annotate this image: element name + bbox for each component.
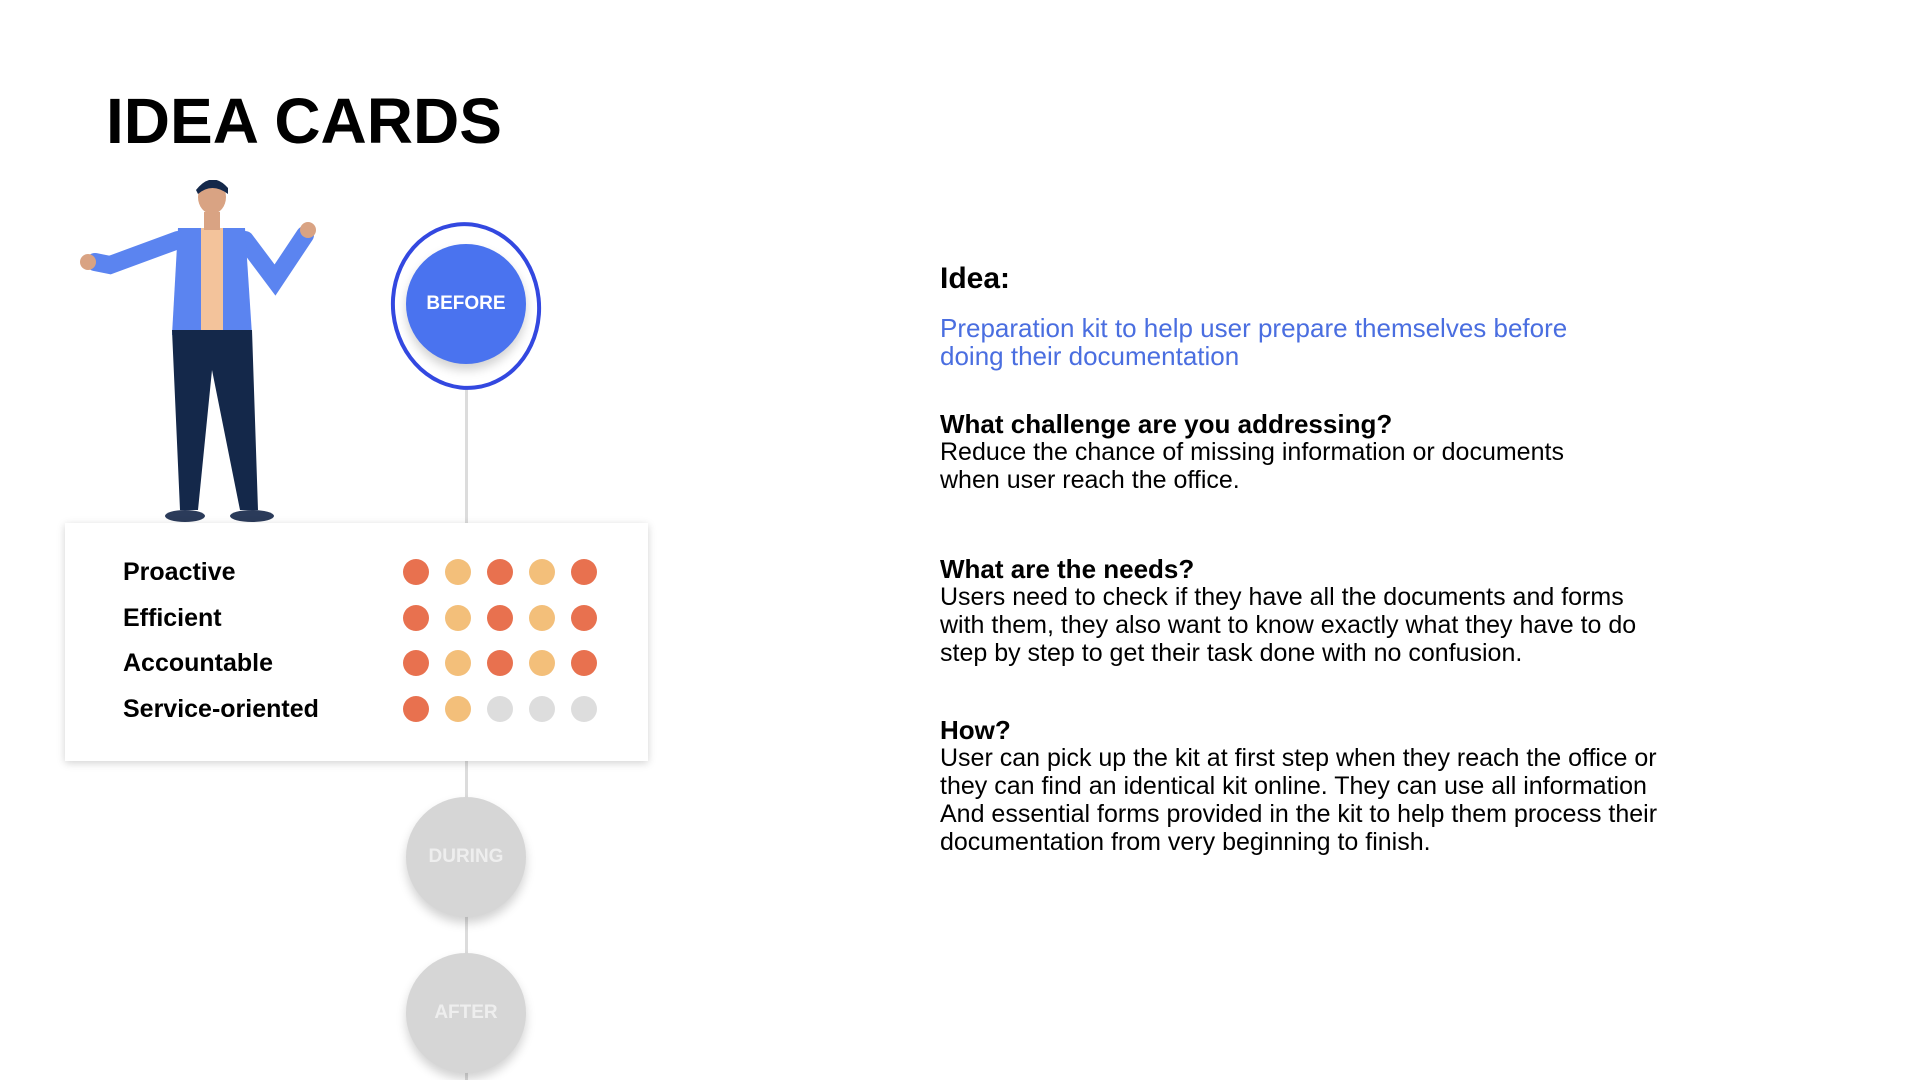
rating-label: Service-oriented <box>123 694 319 723</box>
rating-dot <box>445 696 471 722</box>
rating-card <box>65 523 648 761</box>
needs-line: step by step to get their task done with no confusion. <box>940 639 1523 667</box>
rating-dot <box>571 559 597 585</box>
person-illustration <box>70 180 330 530</box>
rating-dot <box>487 696 513 722</box>
needs-line: Users need to check if they have all the documents and forms <box>940 583 1624 611</box>
rating-dot <box>445 559 471 585</box>
rating-row <box>123 598 623 638</box>
rating-row <box>123 552 623 592</box>
stage-before-button[interactable]: BEFORE <box>406 244 526 364</box>
stage-after-button[interactable]: AFTER <box>406 953 526 1073</box>
how-line: User can pick up the kit at first step when they reach the office or <box>940 744 1657 772</box>
rating-dot <box>445 650 471 676</box>
rating-dot <box>403 559 429 585</box>
challenge-line: Reduce the chance of missing information or documents <box>940 438 1564 466</box>
idea-text <box>940 314 1620 370</box>
stage-during-button[interactable]: DURING <box>406 797 526 917</box>
how-line: documentation from very beginning to finish. <box>940 828 1431 856</box>
rating-row <box>123 689 623 729</box>
idea-line: doing their documentation <box>940 341 1240 371</box>
rating-label: Accountable <box>123 648 274 677</box>
needs-heading: What are the needs? <box>940 554 1195 584</box>
rating-dot <box>529 605 555 631</box>
challenge-line: when user reach the office. <box>940 466 1240 494</box>
rating-dot <box>529 696 555 722</box>
how-line: they can find an identical kit online. They can use all information <box>940 772 1647 800</box>
rating-dots <box>403 559 597 585</box>
challenge-section <box>940 410 1740 494</box>
rating-dot <box>403 696 429 722</box>
rating-dot <box>487 605 513 631</box>
how-line: And essential forms provided in the kit to help them process their <box>940 800 1658 828</box>
how-section <box>940 716 1740 856</box>
rating-dot <box>571 605 597 631</box>
needs-section <box>940 555 1740 667</box>
rating-dot <box>571 650 597 676</box>
rating-dot <box>445 605 471 631</box>
idea-heading: Idea: <box>940 262 1011 295</box>
how-heading: How? <box>940 715 1011 745</box>
rating-dot <box>529 559 555 585</box>
rating-dot <box>529 650 555 676</box>
rating-dot <box>403 605 429 631</box>
challenge-heading: What challenge are you addressing? <box>940 409 1393 439</box>
rating-label: Efficient <box>123 603 222 632</box>
rating-label: Proactive <box>123 557 236 586</box>
rating-dots <box>403 696 597 722</box>
needs-line: with them, they also want to know exactly what they have to do <box>940 611 1637 639</box>
rating-dot <box>487 650 513 676</box>
rating-dot <box>403 650 429 676</box>
rating-dot <box>487 559 513 585</box>
rating-dots <box>403 650 597 676</box>
page-title: IDEA CARDS <box>106 85 502 157</box>
rating-dots <box>403 605 597 631</box>
rating-row <box>123 643 623 683</box>
rating-dot <box>571 696 597 722</box>
idea-line: Preparation kit to help user prepare themselves before <box>940 313 1568 343</box>
